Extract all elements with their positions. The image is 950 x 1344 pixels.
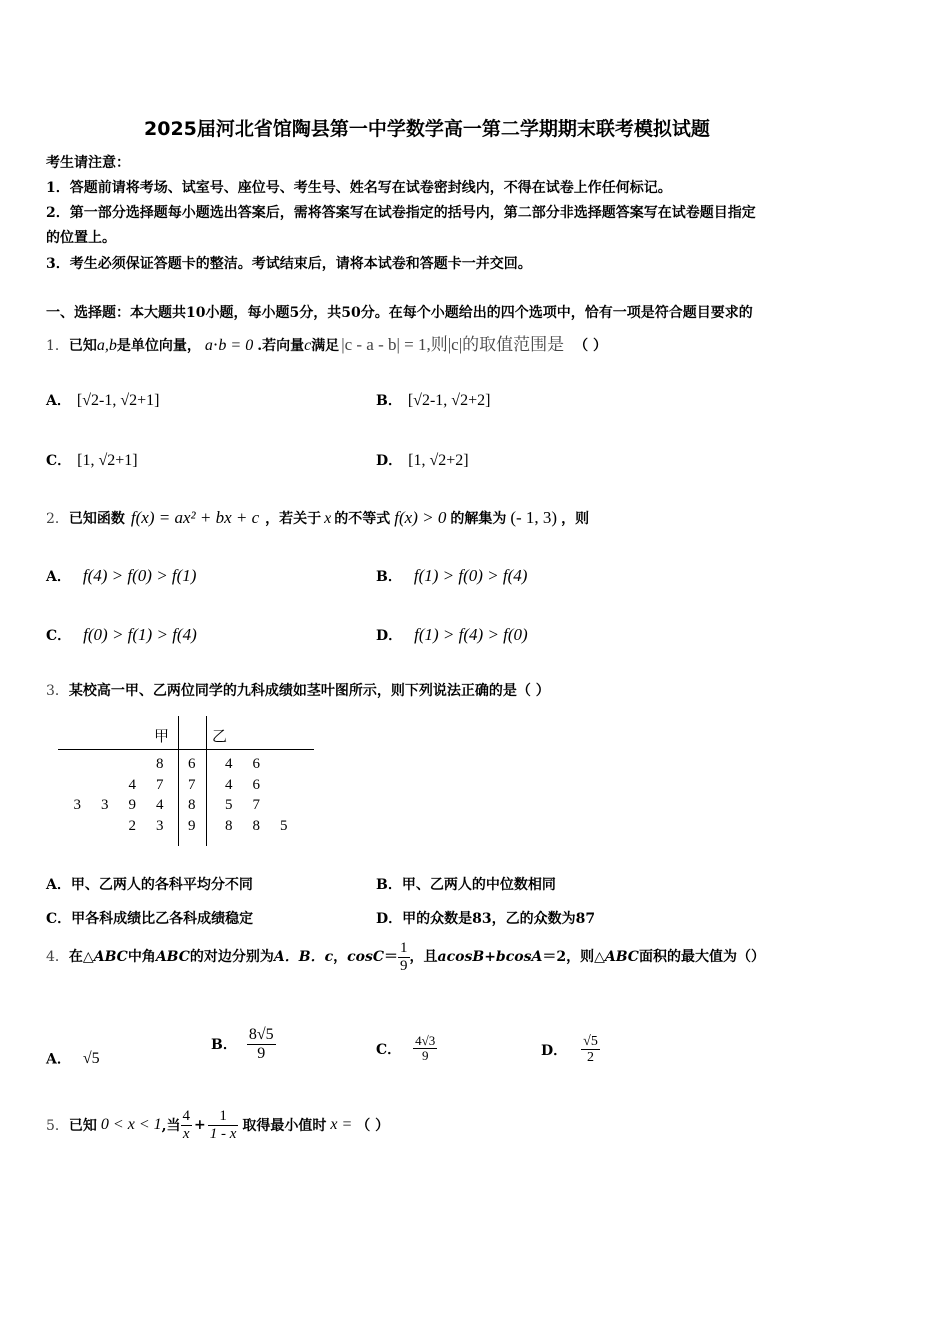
notice-item-2a: 2．第一部分选择题每小题选出答案后，需将答案写在试卷指定的括号内，第二部分非选择题答案写在试卷题目指定 bbox=[46, 205, 756, 221]
right-leaf: 6 bbox=[252, 776, 260, 793]
q3-option-b[interactable]: B．甲、乙两人的中位数相同 bbox=[376, 877, 556, 893]
right-stem-divider bbox=[206, 716, 207, 846]
q2-option-c[interactable]: C． f(0) > f(1) > f(4) bbox=[46, 625, 197, 644]
q4-option-d[interactable]: D． $\frac{√5}{2}$ bbox=[541, 1034, 598, 1066]
header-divider bbox=[58, 749, 314, 750]
notice-item-3: 3．考生必须保证答题卡的整洁。考试结束后，请将本试卷和答题卡一并交回。 bbox=[46, 256, 532, 272]
question-5: 5．已知 0 < x < 1,当 $\frac{4}{x}$ + $\frac{1}{1 - x}$ 取得最小值时 x = （ ） bbox=[46, 1108, 390, 1142]
left-leaf: 4 bbox=[156, 797, 164, 813]
q1-option-a[interactable]: A． [√2-1, √2+1] bbox=[46, 392, 160, 409]
q2-option-b[interactable]: B． f(1) > f(0) > f(4) bbox=[376, 566, 528, 585]
right-leaf: 7 bbox=[252, 797, 260, 813]
page-title: 2025届河北省馆陶县第一中学数学高一第二学期期末联考模拟试题 bbox=[144, 118, 710, 140]
left-leaf: 2 bbox=[128, 817, 136, 834]
q5-number: 5． bbox=[46, 1118, 69, 1134]
question-3: 3．某校高一甲、乙两位同学的九科成绩如茎叶图所示，则下列说法正确的是（ ） bbox=[46, 683, 550, 699]
stem: 6 bbox=[188, 756, 196, 772]
notice-heading: 考生请注意： bbox=[46, 155, 130, 171]
stem: 7 bbox=[188, 776, 196, 793]
left-header: 甲 bbox=[154, 727, 170, 745]
notice-item-2b: 的位置上。 bbox=[46, 230, 116, 246]
q3-option-a[interactable]: A．甲、乙两人的各科平均分不同 bbox=[46, 877, 253, 893]
cosc-fraction: $\frac{1}{9}$ bbox=[400, 940, 408, 974]
q2-option-a[interactable]: A． f(4) > f(0) > f(1) bbox=[46, 566, 197, 585]
right-leaf: 4 bbox=[225, 776, 233, 793]
left-stem-divider bbox=[178, 716, 179, 846]
question-1: 1．已知a,b是单位向量， a⋅b = 0 .若向量c满足 |c - a - b| = 1,则|c|的取值范围是 （ ） bbox=[46, 335, 607, 354]
right-header: 乙 bbox=[212, 727, 228, 745]
question-2: 2．已知函数 f(x) = ax² + bx + c ，若关于 x 的不等式 f(x) > 0 的解集为 (- 1, 3) ，则 bbox=[46, 508, 590, 527]
stem: 9 bbox=[188, 817, 196, 834]
left-leaf: 4 bbox=[128, 776, 136, 793]
right-leaf: 5 bbox=[280, 817, 288, 834]
left-leaf: 7 bbox=[156, 776, 164, 793]
section-heading: 一、选择题：本大题共10小题，每小题5分，共50分。在每个小题给出的四个选项中，恰有一项是符合题目要求的 bbox=[46, 305, 753, 321]
question-4: 4．在△ABC中角ABC的对边分别为A．B．c，cosC＝ $\frac{1}{9}$ ，且acosB+bcosA＝2，则△ABC面积的最大值为（） bbox=[46, 940, 765, 974]
stem-leaf-plot bbox=[58, 716, 316, 846]
q1-option-b[interactable]: B． [√2-1, √2+2] bbox=[376, 392, 491, 409]
q4-number: 4． bbox=[46, 949, 69, 965]
right-leaf: 4 bbox=[225, 756, 233, 772]
notice-item-1: 1．答题前请将考场、试室号、座位号、考生号、姓名写在试卷密封线内，不得在试卷上作任何标记。 bbox=[46, 180, 672, 196]
left-leaf: 3 bbox=[101, 797, 109, 813]
right-leaf: 8 bbox=[252, 817, 260, 834]
q4-option-a[interactable]: A． √5 bbox=[46, 1049, 100, 1068]
q1-number: 1． bbox=[46, 338, 69, 354]
stem: 8 bbox=[188, 797, 196, 813]
q3-option-d[interactable]: D．甲的众数是83，乙的众数为87 bbox=[376, 911, 596, 927]
left-leaf: 8 bbox=[156, 756, 164, 772]
left-leaf: 3 bbox=[73, 797, 81, 813]
q4-option-b[interactable]: B． $\frac{8√5}{9}$ bbox=[211, 1026, 274, 1062]
q3-option-c[interactable]: C．甲各科成绩比乙各科成绩稳定 bbox=[46, 911, 254, 927]
q3-number: 3． bbox=[46, 683, 69, 699]
right-leaf: 8 bbox=[225, 817, 233, 834]
right-leaf: 6 bbox=[252, 756, 260, 772]
q1-option-d[interactable]: D． [1, √2+2] bbox=[376, 452, 469, 469]
q2-number: 2． bbox=[46, 511, 69, 527]
left-leaf: 9 bbox=[128, 797, 136, 813]
right-leaf: 5 bbox=[225, 797, 233, 813]
q1-option-c[interactable]: C． [1, √2+1] bbox=[46, 452, 138, 469]
q4-option-c[interactable]: C． $\frac{4√3}{9}$ bbox=[376, 1033, 436, 1064]
left-leaf: 3 bbox=[156, 817, 164, 834]
q2-option-d[interactable]: D． f(1) > f(4) > f(0) bbox=[376, 625, 528, 644]
